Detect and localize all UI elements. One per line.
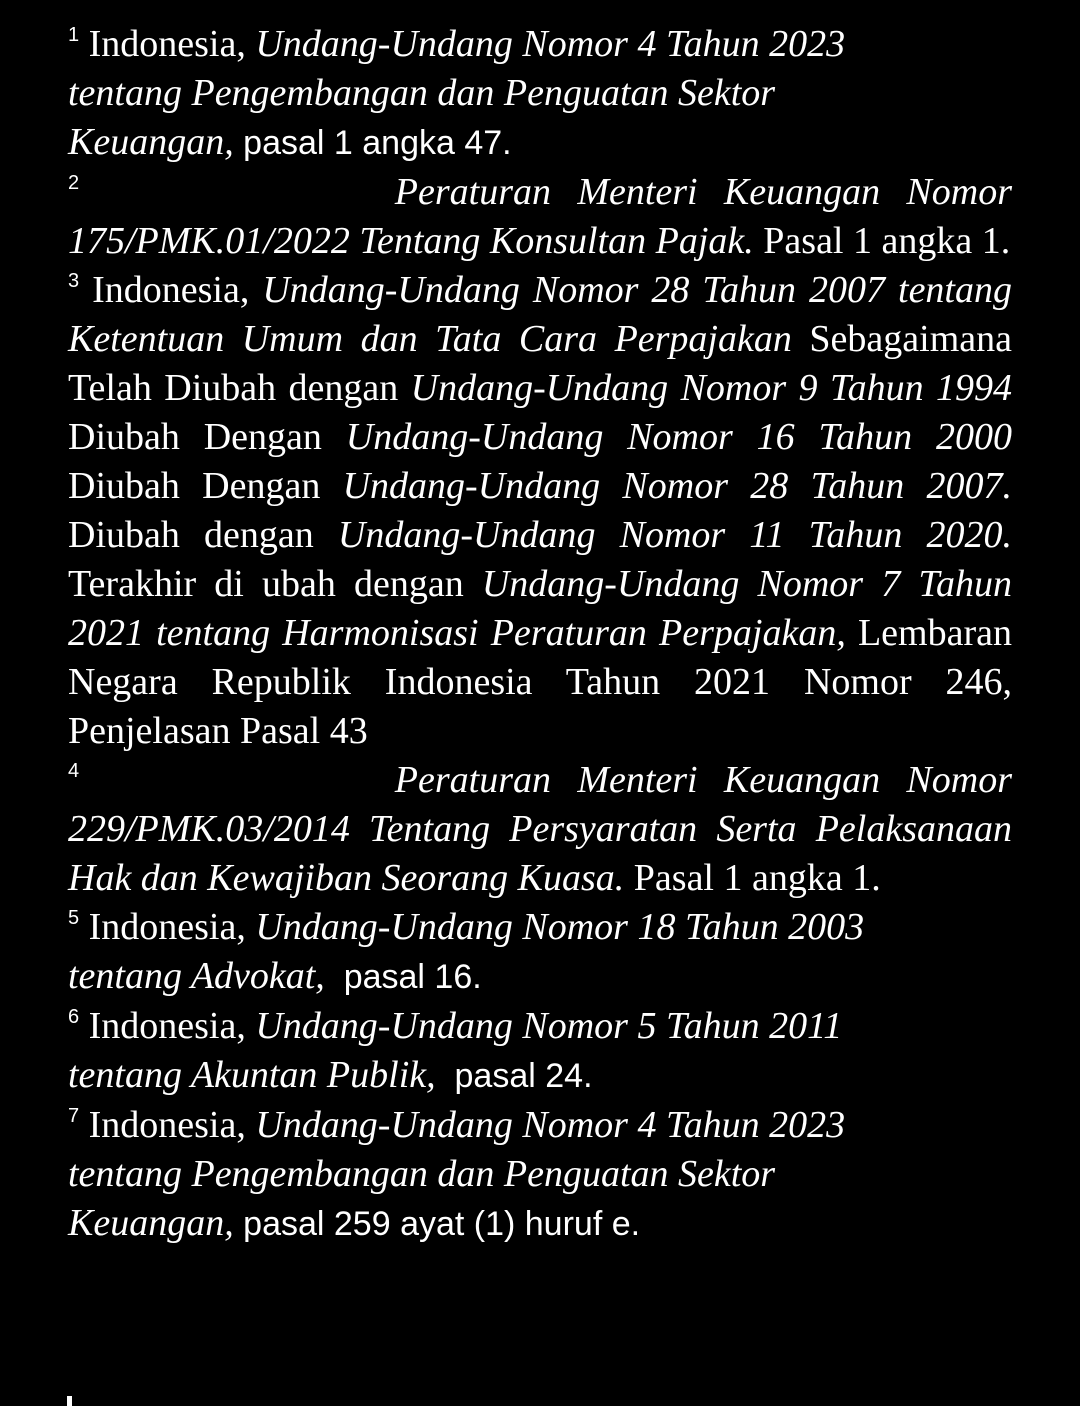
footnote-title: Peraturan Menteri Keuangan Nomor 175/PMK.01/2022 Tentang Konsultan Pajak. <box>68 171 1013 262</box>
footnote-text: Indonesia, <box>92 269 263 311</box>
footnote-7 <box>68 1101 928 1249</box>
footnote-title: Undang-Undang Nomor 11 Tahun 2020. <box>337 514 1012 556</box>
footnote-title: Undang-Undang Nomor 7 Tahun 2021 tentang Harmonisasi Peraturan Perpajakan, <box>68 563 1012 654</box>
footnote-text: pasal 1 angka 47. <box>233 124 512 162</box>
footnote-number: 2 <box>68 172 80 194</box>
footnote-text: Indonesia, <box>88 23 256 65</box>
footnote-number: 5 <box>68 907 80 929</box>
footnote-title: Undang-Undang Nomor 5 Tahun 2011 tentang Akuntan Publik, <box>68 1005 843 1096</box>
footnote-number: 4 <box>68 760 80 782</box>
footnote-text: Diubah Dengan <box>68 465 343 507</box>
footnote-title: Undang-Undang Nomor 16 Tahun 2000 <box>345 416 1013 458</box>
footnote-text: pasal 16. <box>324 958 482 996</box>
footnote-text: Diubah dengan <box>68 514 338 556</box>
footnote-text: Lembaran Negara Republik Indonesia Tahun 2021 Nomor 246, Penjelasan Pasal 43 <box>68 612 1012 752</box>
footnote-title: Undang-Undang Nomor 28 Tahun 2007 tentang Ketentuan Umum dan Tata Cara Perpajakan <box>68 269 1012 360</box>
footnote-title: Undang-Undang Nomor 28 Tahun 2007. <box>342 465 1012 507</box>
footnotes-list <box>68 20 1012 1249</box>
footnote-title: Undang-Undang Nomor 4 Tahun 2023 tentang Pengembangan dan Penguatan Sektor Keuangan, <box>68 23 846 163</box>
footnote-number: 6 <box>68 1006 80 1028</box>
footnote-text: pasal 259 ayat (1) huruf e. <box>233 1205 641 1243</box>
footnote-2 <box>68 168 1012 266</box>
footnote-text: Indonesia, <box>88 1104 256 1146</box>
footnote-text: Terakhir di ubah dengan <box>68 563 482 605</box>
footnote-text: pasal 24. <box>435 1057 593 1095</box>
footnote-title: Undang-Undang Nomor 4 Tahun 2023 tentang Pengembangan dan Penguatan Sektor Keuangan, <box>68 1104 846 1244</box>
footnote-text: Pasal 1 angka 1. <box>753 220 1011 262</box>
footnote-4 <box>68 756 1012 903</box>
footnote-1 <box>68 20 928 168</box>
footnote-number: 3 <box>68 270 80 292</box>
footnote-number: 1 <box>68 24 80 46</box>
footnote-text: Indonesia, <box>88 1005 256 1047</box>
footnote-title: Undang-Undang Nomor 9 Tahun 1994 <box>410 367 1012 409</box>
footnote-6 <box>68 1002 928 1101</box>
footnote-3 <box>68 266 1012 756</box>
footnote-text: Pasal 1 angka 1. <box>624 857 881 899</box>
text-cursor <box>67 1396 72 1406</box>
footnote-text: Diubah Dengan <box>68 416 346 458</box>
footnote-title: Peraturan Menteri Keuangan Nomor 229/PMK.03/2014 Tentang Persyaratan Serta Pelaksanaan Hak dan Kewajiban Seorang Kuasa. <box>68 759 1013 899</box>
footnote-text: Sebagaimana Telah Diubah dengan <box>68 318 1012 409</box>
footnote-text: Indonesia, <box>88 906 256 948</box>
footnote-5 <box>68 903 948 1002</box>
footnote-title: Undang-Undang Nomor 18 Tahun 2003 tentang Advokat, <box>68 906 865 997</box>
footnote-number: 7 <box>68 1105 80 1127</box>
